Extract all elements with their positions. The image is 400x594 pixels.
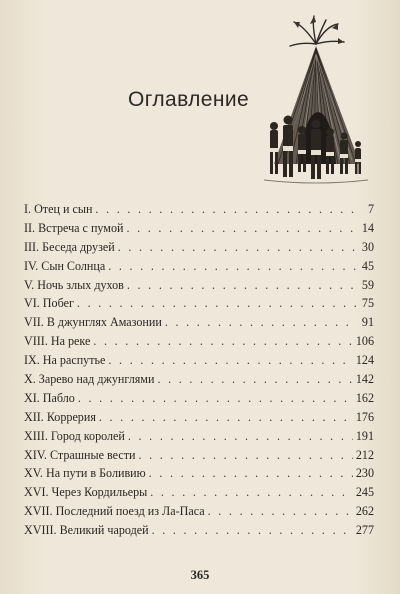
- toc-entry-title: IX. На распутье: [24, 353, 106, 368]
- toc-leader-dots: [149, 464, 353, 483]
- toc-entry[interactable]: [24, 370, 374, 389]
- toc-entry-page: 14: [361, 220, 374, 235]
- toc-leader-dots: [152, 521, 353, 540]
- toc-leader-dots: [157, 370, 352, 389]
- toc-entry[interactable]: [24, 521, 374, 540]
- toc-leader-dots: [108, 351, 352, 370]
- toc-leader-dots: [108, 257, 357, 276]
- toc-entry-page: 7: [367, 202, 374, 216]
- toc-entry-page: 45: [361, 258, 374, 273]
- toc-leader-dots: [77, 294, 357, 313]
- toc-entry-title: XVII. Последний поезд из Ла-Паса: [24, 504, 205, 519]
- toc-entry-title: XVI. Через Кордильеры: [24, 485, 148, 500]
- toc-entry[interactable]: [24, 502, 374, 521]
- toc-leader-dots: [138, 446, 352, 465]
- toc-leader-dots: [208, 502, 353, 521]
- toc-entry-title: VIII. На реке: [24, 334, 91, 349]
- toc-entry[interactable]: [24, 276, 374, 295]
- toc-entry-page: 124: [355, 353, 374, 368]
- toc-entry-title: I. Отец и сын: [24, 202, 93, 216]
- toc-entry-title: XV. На пути в Боливию: [24, 466, 146, 481]
- toc-leader-dots: [165, 313, 357, 332]
- toc-entry-title: XIII. Город королей: [24, 428, 125, 443]
- toc-entry-page: 212: [355, 447, 374, 462]
- toc-entry-title: VI. Побег: [24, 296, 74, 311]
- toc-entry[interactable]: [24, 200, 374, 219]
- toc-entry-page: 262: [355, 504, 374, 519]
- toc-entry-title: II. Встреча с пумой: [24, 220, 124, 235]
- toc-entry[interactable]: [24, 238, 374, 257]
- toc-entry-title: XII. Коррерия: [24, 409, 96, 424]
- toc-entry[interactable]: [24, 446, 374, 465]
- toc-entry[interactable]: [24, 313, 374, 332]
- toc-entry-title: XVIII. Великий чародей: [24, 523, 149, 538]
- toc-entry[interactable]: [24, 464, 374, 483]
- toc-entry-title: V. Ночь злых духов: [24, 277, 124, 292]
- toc-entry-title: XIV. Страшные вести: [24, 447, 136, 462]
- toc-leader-dots: [93, 332, 353, 351]
- toc-leader-dots: [118, 238, 357, 257]
- toc-leader-dots: [127, 276, 357, 295]
- toc-entry-title: VII. В джунглях Амазонии: [24, 315, 162, 330]
- toc-entry-page: 30: [361, 239, 374, 254]
- toc-entry-page: 176: [355, 409, 374, 424]
- page-number: 365: [190, 568, 210, 582]
- toc-entry-page: 106: [355, 334, 374, 349]
- toc-entry-page: 59: [361, 277, 374, 292]
- toc-entry[interactable]: [24, 351, 374, 370]
- toc-entry[interactable]: [24, 219, 374, 238]
- toc-entry[interactable]: [24, 332, 374, 351]
- toc-leader-dots: [128, 427, 353, 446]
- toc-leader-dots: [150, 483, 353, 502]
- toc-entry-page: 91: [361, 315, 374, 330]
- toc-entry-page: 75: [361, 296, 374, 311]
- toc-leader-dots: [99, 408, 353, 427]
- toc-leader-dots: [78, 389, 353, 408]
- toc-entry-title: IV. Сын Солнца: [24, 258, 106, 273]
- tribe-hut-illustration: [260, 14, 372, 194]
- page-title: Оглавление: [128, 88, 250, 111]
- toc-entry[interactable]: [24, 389, 374, 408]
- toc-leader-dots: [126, 219, 357, 238]
- toc-entry-page: 230: [355, 466, 374, 481]
- toc-entry[interactable]: [24, 408, 374, 427]
- toc-entry[interactable]: [24, 427, 374, 446]
- toc-entry-title: X. Зарево над джунглями: [24, 372, 155, 387]
- toc-leader-dots: [95, 200, 357, 219]
- table-of-contents: [24, 200, 374, 540]
- toc-entry-title: III. Беседа друзей: [24, 239, 115, 254]
- toc-entry-page: 277: [355, 523, 374, 538]
- toc-entry[interactable]: [24, 294, 374, 313]
- toc-entry-page: 162: [355, 390, 374, 405]
- toc-entry-page: 245: [355, 485, 374, 500]
- toc-entry-page: 191: [355, 428, 374, 443]
- toc-entry[interactable]: [24, 483, 374, 502]
- toc-entry-page: 142: [355, 372, 374, 387]
- toc-entry-title: XI. Пабло: [24, 390, 75, 405]
- toc-entry[interactable]: [24, 257, 374, 276]
